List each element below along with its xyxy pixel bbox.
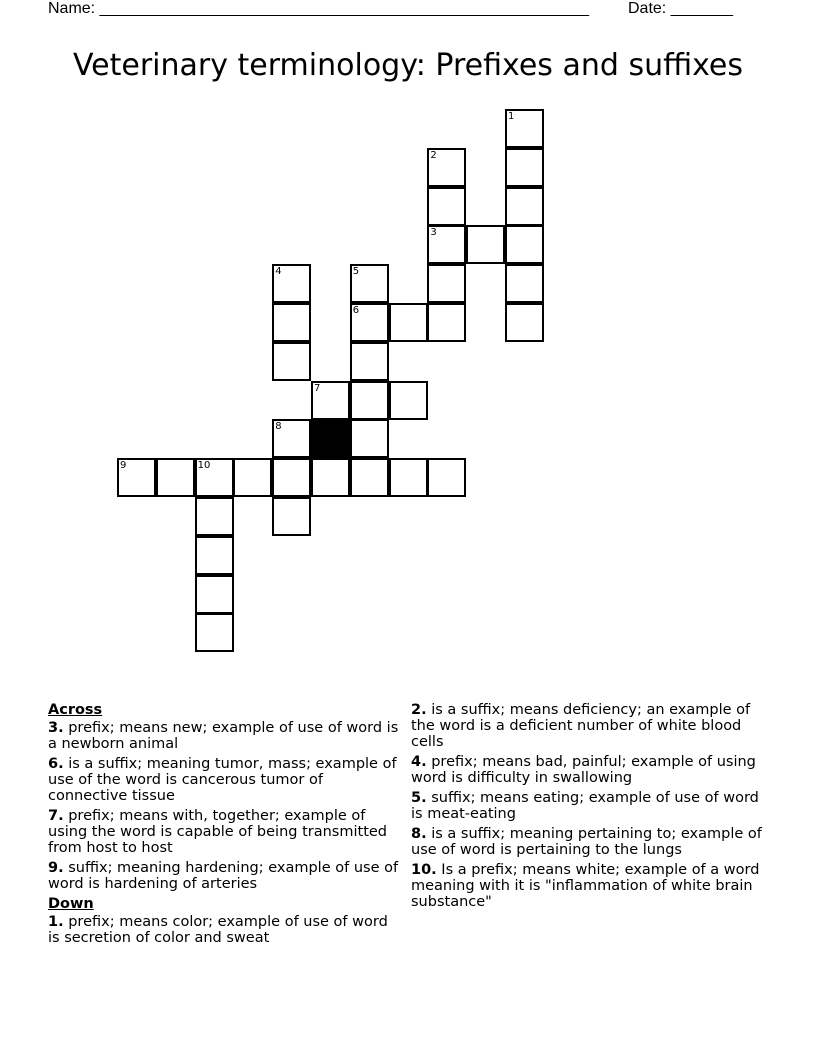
grid-cell[interactable] [195, 458, 234, 497]
clue-item-text: prefix; means with, together; example of using the word is capable of being transmitted from host to host [48, 808, 388, 856]
clue-number: 4 [275, 266, 282, 278]
grid-cell[interactable] [427, 187, 466, 226]
clue-item-number: 4. [411, 754, 427, 770]
clue-number: 7 [314, 382, 321, 394]
clue-item-text: prefix; means new; example of use of word is a newborn animal [48, 720, 399, 752]
grid-cell[interactable] [427, 264, 466, 303]
clues-right-column [411, 702, 771, 914]
clue-item-text: is a suffix; means deficiency; an example of the word is a deficient number of white blood cells [411, 702, 751, 750]
clue-item-number: 2. [411, 702, 427, 718]
grid-cell[interactable] [117, 458, 156, 497]
grid-cell[interactable] [311, 458, 350, 497]
clues-left-column [48, 702, 400, 950]
grid-cell[interactable] [505, 187, 544, 226]
clue-item-text: Is a prefix; means white; example of a word meaning with it is "inflammation of white brain substance" [411, 862, 760, 910]
grid-cell[interactable] [350, 419, 389, 458]
clue-number: 9 [120, 460, 127, 472]
clue-item-text: is a suffix; meaning pertaining to; example of use of word is pertaining to the lungs [411, 826, 762, 858]
name-field-label: Name: _______________________________________________________ [48, 0, 589, 17]
clue-number: 2 [430, 149, 437, 161]
clue-item [411, 826, 771, 858]
grid-cell[interactable] [427, 458, 466, 497]
clue-number: 10 [197, 460, 211, 472]
grid-cell[interactable] [505, 109, 544, 148]
down-clue-list-right [411, 702, 771, 910]
date-field-label: Date: _______ [628, 0, 733, 17]
clue-item [48, 914, 400, 946]
clue-number: 3 [430, 227, 437, 239]
across-clue-list [48, 720, 400, 892]
across-heading: Across [48, 702, 103, 718]
clue-item-number: 1. [48, 914, 64, 930]
grid-cell[interactable] [505, 264, 544, 303]
grid-cell[interactable] [389, 381, 428, 420]
clue-number: 6 [352, 305, 360, 316]
grid-cell[interactable] [389, 458, 428, 497]
down-clue-list-left [48, 914, 400, 946]
grid-cell[interactable] [350, 381, 389, 420]
grid-cell[interactable] [505, 148, 544, 187]
clue-number: 8 [275, 421, 282, 433]
grid-cell[interactable] [350, 458, 389, 497]
clue-item [411, 790, 771, 822]
clue-item-text: prefix; means bad, painful; example of using word is difficulty in swallowing [411, 754, 756, 786]
grid-cell[interactable] [350, 264, 389, 303]
clue-item-number: 3. [48, 720, 64, 736]
clue-item [411, 754, 771, 786]
clue-item-number: 6. [48, 756, 64, 772]
clue-item-text: suffix; means eating; example of use of word is meat-eating [411, 790, 759, 822]
grid-cell[interactable] [350, 342, 389, 381]
grid-cell[interactable] [350, 303, 389, 342]
grid-cell[interactable] [195, 613, 234, 652]
clue-item-text: suffix; meaning hardening; example of use of word is hardening of arteries [48, 860, 399, 892]
grid-cell[interactable] [272, 303, 311, 342]
grid-cell-black [311, 419, 350, 458]
clue-item [48, 808, 400, 856]
grid-cell[interactable] [272, 264, 311, 303]
grid-cell[interactable] [389, 303, 428, 342]
grid-cell[interactable] [272, 497, 311, 536]
grid-cell[interactable] [427, 225, 466, 264]
grid-cell[interactable] [466, 225, 505, 264]
clue-item-number: 10. [411, 862, 437, 878]
grid-cell[interactable] [233, 458, 272, 497]
clue-number: 5 [352, 266, 360, 278]
clue-item-text: is a suffix; meaning tumor, mass; example of use of the word is cancerous tumor of connective tissue [48, 756, 397, 804]
down-heading: Down [48, 896, 94, 912]
grid-cell[interactable] [195, 575, 234, 614]
clue-item-text: prefix; means color; example of use of word is secretion of color and sweat [48, 914, 388, 946]
clue-item [48, 756, 400, 804]
grid-cell[interactable] [427, 303, 466, 342]
clue-item-number: 9. [48, 860, 64, 876]
clue-item-number: 5. [411, 790, 427, 806]
grid-cell[interactable] [427, 148, 466, 187]
clue-item [48, 720, 400, 752]
clue-item [411, 702, 771, 750]
clue-item-number: 7. [48, 808, 64, 824]
clue-item-number: 8. [411, 826, 427, 842]
grid-cell[interactable] [195, 497, 234, 536]
grid-cell[interactable] [505, 303, 544, 342]
clue-number: 1 [508, 111, 515, 122]
grid-cell[interactable] [505, 225, 544, 264]
grid-cell[interactable] [195, 536, 234, 575]
grid-cell[interactable] [272, 342, 311, 381]
grid-cell[interactable] [156, 458, 195, 497]
grid-cell[interactable] [272, 458, 311, 497]
clue-item [411, 862, 771, 910]
grid-cell[interactable] [311, 381, 350, 420]
grid-cell[interactable] [272, 419, 311, 458]
page-title: Veterinary terminology: Prefixes and suffixes [72, 48, 744, 83]
clue-item [48, 860, 400, 892]
